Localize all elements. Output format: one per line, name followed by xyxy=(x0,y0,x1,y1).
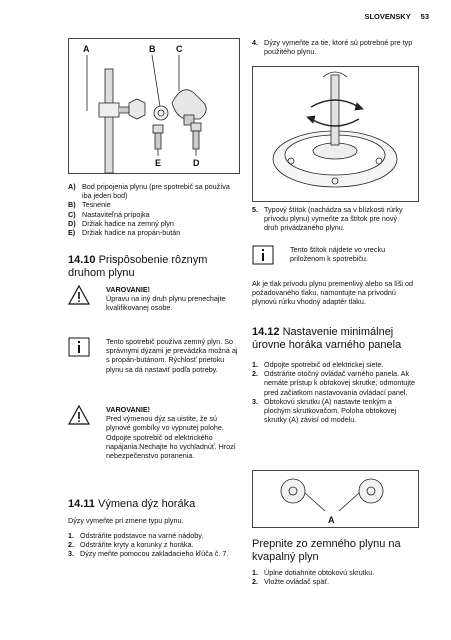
gas-connection-illustration xyxy=(69,39,239,173)
figure-label-e: E xyxy=(155,158,162,168)
list-item: 5. Typový štítok (nachádza sa v blízkosti rúrky prívodu plynu) vymeňte za štítok pre nový druh privádzaného plynu. xyxy=(252,205,403,233)
info-icon xyxy=(68,337,90,357)
step-5 xyxy=(252,205,412,233)
legend-item: D) Držiak hadice na zemný plyn xyxy=(68,218,174,228)
section-heading-14-12: 14.12 Nastavenie minimálnej úrovne horáka varného panela xyxy=(252,326,402,351)
legend-item: A) Bod pripojenia plynu (pre spotrebič sa používa iba jeden bod) xyxy=(68,182,230,201)
list-item: 1. Úplne dotiahnite obtokovú skrutku. xyxy=(252,568,375,577)
figure-label-c: C xyxy=(176,44,183,54)
legend-item: C) Nastaviteľná prípojka xyxy=(68,209,150,219)
bypass-screw-figure xyxy=(252,470,419,528)
gas-connection-figure xyxy=(68,38,240,174)
pressure-paragraph: Ak je tlak prívodu plynu premenlivý alebo sa líši od požadovaného tlaku, namontujte na prívodnú plynovú rúrku vhodný adaptér tlaku. xyxy=(252,279,414,307)
list-item: 2. Odstráňte otočný ovládač varného panela. Ak nemáte prístup k obtokovej skrutke, odmontujte pred začiatkom nastavovania ovládací panel. xyxy=(252,369,416,397)
list-item: 1. Odpojte spotrebič od elektrickej siete. xyxy=(252,360,384,369)
list-item: 4. Dýzy vymeňte za tie, ktoré sú potrebné pre typ použitého plynu. xyxy=(252,38,413,57)
figure-label-b: B xyxy=(149,44,156,54)
warning-title: VAROVANIE! xyxy=(106,285,151,294)
steps-list-14-11 xyxy=(68,531,233,559)
section-heading-14-11: 14.11 Výmena dýz horáka xyxy=(68,498,196,510)
warning-text: Pred výmenou dýz sa uistite, že sú plynové gombíky vo vypnutej polohe. Odpojte spotrebič od elektrického napájania.Nechajte ho vychladnúť. Hrozí nebezpečenstvo poranenia. xyxy=(106,414,236,461)
steps-list-14-12 xyxy=(252,360,417,424)
steps-list-14-11-cont xyxy=(252,38,417,56)
legend-item: E) Držiak hadice na propán-bután xyxy=(68,228,181,238)
warning-triangle-icon xyxy=(68,405,90,425)
warning-title: VAROVANIE! xyxy=(106,405,151,414)
section-intro: Dýzy vymeňte pri zmene typu plynu. xyxy=(68,516,184,525)
burner-nozzle-figure xyxy=(252,66,419,202)
figure-label-a: A xyxy=(83,44,90,54)
header-language: SLOVENSKY xyxy=(364,12,411,21)
burner-illustration xyxy=(253,67,418,201)
list-item: 1. Odstráňte podstavce na varné nádoby. xyxy=(68,531,204,540)
list-item: 2. Odstráňte kryty a korunky z horáka. xyxy=(68,540,194,550)
legend-item: B) Tesnenie xyxy=(68,200,111,210)
figure-label-d: D xyxy=(193,158,200,168)
warning-text: Úpravu na iný druh plynu prenechajte kvalifikovanej osobe. xyxy=(106,294,226,313)
info-note-2 xyxy=(252,245,417,275)
list-item: 2. Vložte ovládač späť. xyxy=(252,577,330,587)
info-note-1 xyxy=(68,337,238,395)
warning-triangle-icon xyxy=(68,285,90,305)
info-text: Tento štítok nájdete vo vrecku priloženom k spotrebiču. xyxy=(290,245,386,264)
knob-illustration xyxy=(253,471,418,527)
info-icon xyxy=(252,245,274,265)
warning-note-1 xyxy=(68,285,238,329)
warning-note-2 xyxy=(68,405,238,487)
steps-list-switch xyxy=(252,568,417,586)
list-item: 3. Obtokovú skrutku (A) nastavte tenkým a plochým skrutkovačom. Poloha obtokovej skrutky (A) závisí od modelu. xyxy=(252,396,397,425)
section-heading-14-10: 14.10 Prispôsobenie rôznym druhom plynu xyxy=(68,254,208,279)
figure-label-a: A xyxy=(328,515,335,525)
legend-list xyxy=(68,182,238,237)
section-heading-switch: Prepnite zo zemného plynu na kvapalný plyn xyxy=(252,538,401,563)
list-item: 3. Dýzy meňte pomocou zakladacieho kľúča č. 7. xyxy=(68,549,229,559)
info-text: Tento spotrebič používa zemný plyn. So správnymi dýzami je prevádzka možná aj s propán-butánom. Rýchlosť prietoku plynu sa dá nastaviť podľa potreby. xyxy=(106,337,238,374)
page-number: 53 xyxy=(420,12,429,21)
page-header xyxy=(356,12,429,21)
